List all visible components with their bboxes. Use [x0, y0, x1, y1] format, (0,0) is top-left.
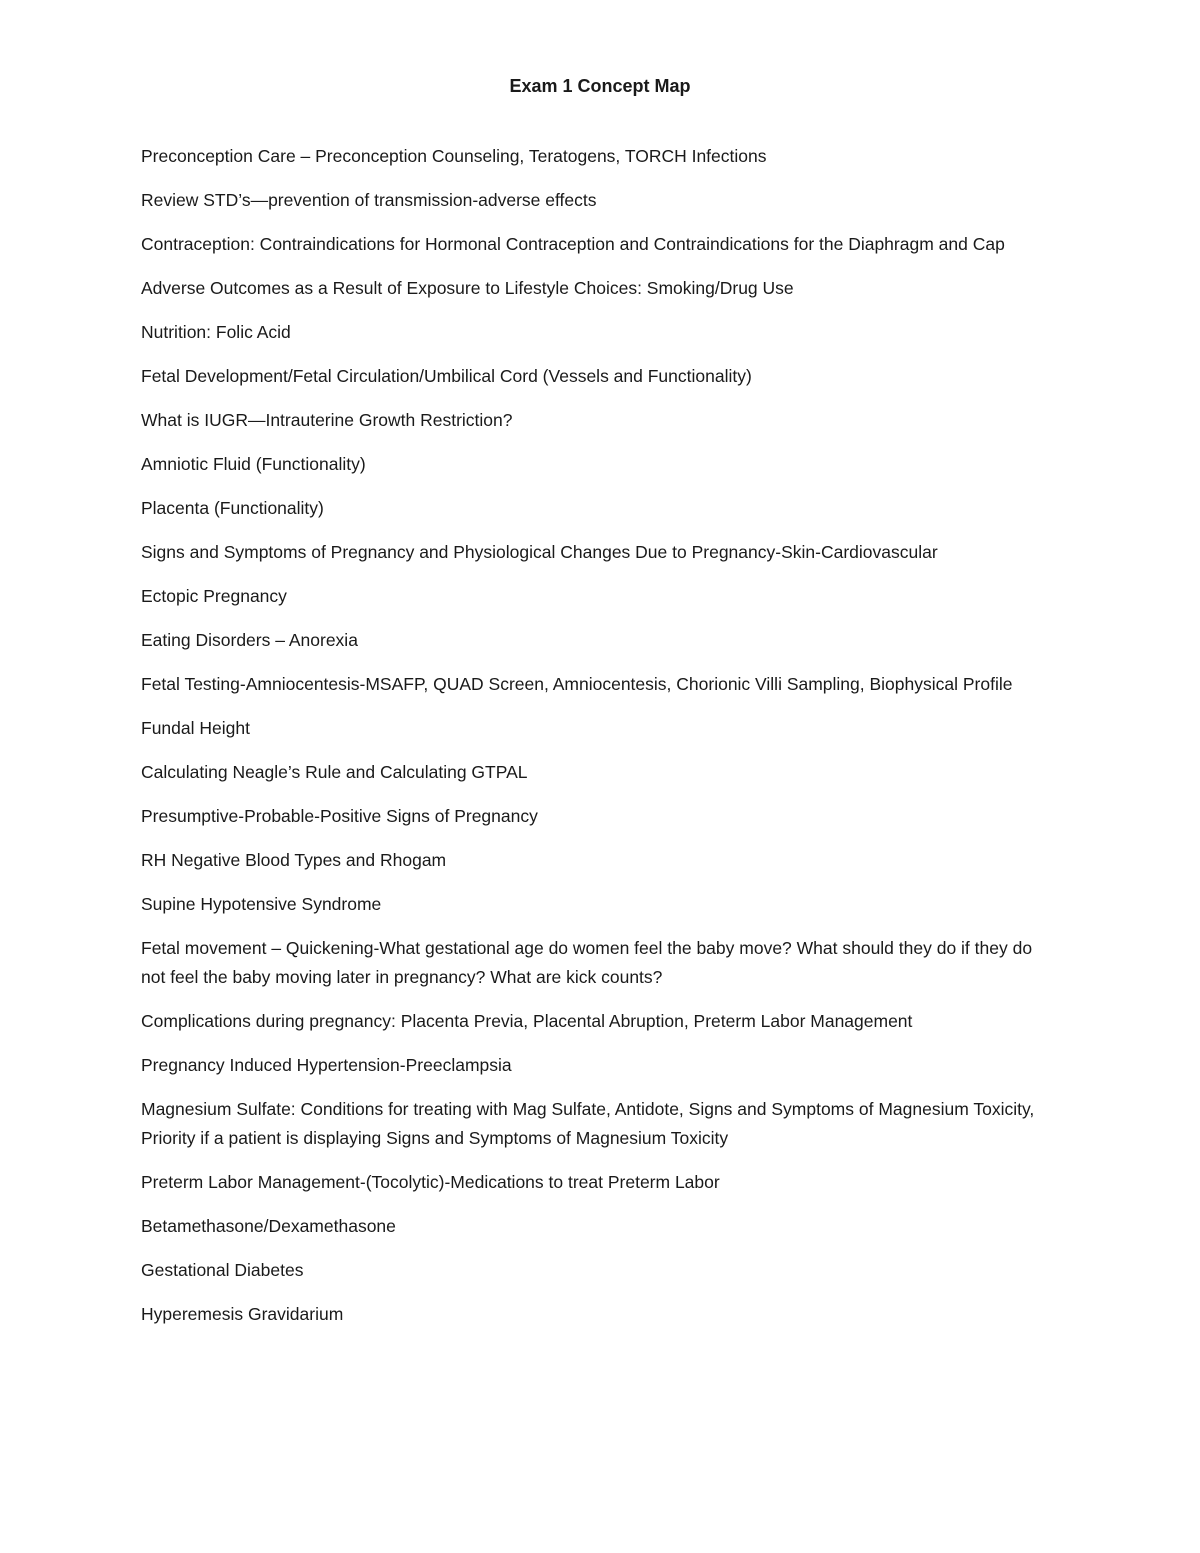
- topic-item: Signs and Symptoms of Pregnancy and Physiological Changes Due to Pregnancy-Skin-Cardiovascular: [141, 542, 938, 562]
- topic-item: Fundal Height: [141, 718, 250, 738]
- topic-item: RH Negative Blood Types and Rhogam: [141, 850, 447, 870]
- topic-item: Complications during pregnancy: Placenta Previa, Placental Abruption, Preterm Labor Management: [141, 1011, 913, 1031]
- topic-item: Fetal Development/Fetal Circulation/Umbilical Cord (Vessels and Functionality): [141, 366, 752, 386]
- topic-item: Calculating Neagle’s Rule and Calculating GTPAL: [141, 762, 528, 782]
- topic-item: Placenta (Functionality): [141, 498, 324, 518]
- topic-item: Ectopic Pregnancy: [141, 586, 287, 606]
- topic-item: Amniotic Fluid (Functionality): [141, 454, 366, 474]
- topic-item: Eating Disorders – Anorexia: [141, 630, 358, 650]
- topic-item: Adverse Outcomes as a Result of Exposure to Lifestyle Choices: Smoking/Drug Use: [141, 278, 794, 298]
- topic-item: Preconception Care – Preconception Counseling, Teratogens, TORCH Infections: [141, 146, 767, 166]
- topic-item: Nutrition: Folic Acid: [141, 322, 291, 342]
- topic-item: Hyperemesis Gravidarium: [141, 1304, 344, 1324]
- topic-item: Review STD’s—prevention of transmission-adverse effects: [141, 190, 597, 210]
- topic-item: Fetal Testing-Amniocentesis-MSAFP, QUAD Screen, Amniocentesis, Chorionic Villi Sampling, Biophysical Profile: [141, 674, 1013, 694]
- topic-item: Gestational Diabetes: [141, 1260, 304, 1280]
- topic-item: Betamethasone/Dexamethasone: [141, 1216, 396, 1236]
- topic-item: Contraception: Contraindications for Hormonal Contraception and Contraindications for the Diaphragm and Cap: [141, 234, 1005, 254]
- topic-list: [141, 142, 1061, 1344]
- topic-item: Preterm Labor Management-(Tocolytic)-Medications to treat Preterm Labor: [141, 1172, 720, 1192]
- topic-item: Presumptive-Probable-Positive Signs of Pregnancy: [141, 806, 538, 826]
- topic-item: Fetal movement – Quickening-What gestational age do women feel the baby move? What should they do if they do not feel the baby moving later in pregnancy? What are kick counts?: [141, 938, 1033, 987]
- topic-item: Pregnancy Induced Hypertension-Preeclampsia: [141, 1055, 512, 1075]
- page-title: Exam 1 Concept Map: [509, 76, 691, 96]
- topic-item: What is IUGR—Intrauterine Growth Restriction?: [141, 410, 513, 430]
- topic-item: Supine Hypotensive Syndrome: [141, 894, 382, 914]
- topic-item: Magnesium Sulfate: Conditions for treating with Mag Sulfate, Antidote, Signs and Symptoms of Magnesium Toxicity, Priority if a patient is displaying Signs and Symptoms of Magnesium Toxicity: [141, 1099, 1035, 1148]
